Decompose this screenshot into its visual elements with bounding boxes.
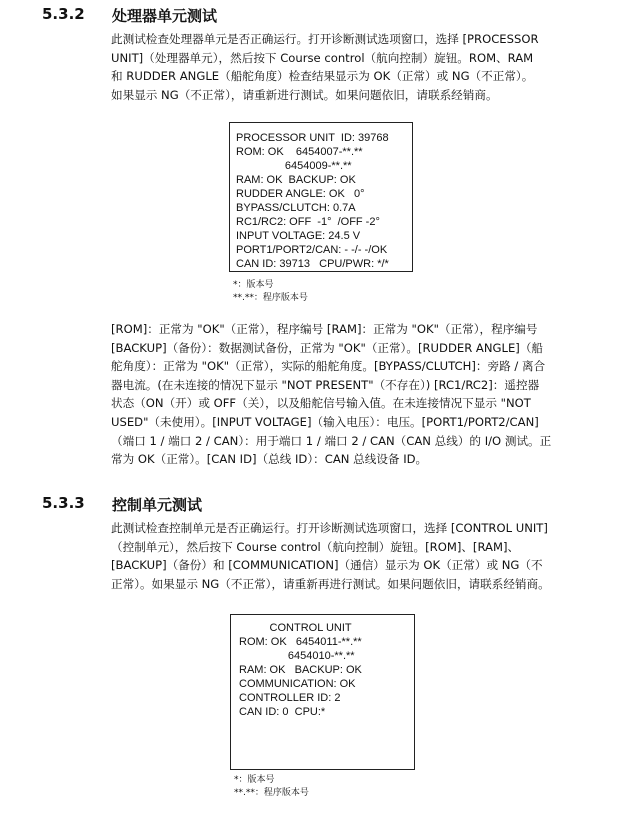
- intro-line: 正常）。如果显示 NG（不正常），请重新再进行测试。如果问题依旧，请联系经销商。: [111, 576, 550, 591]
- screen-line: CONTROL UNIT: [239, 622, 352, 634]
- intro-line: 如果显示 NG（不正常），请重新进行测试。如果问题依旧，请联系经销商。: [111, 87, 498, 102]
- control-unit-screen: [230, 614, 415, 770]
- footnotes-control: [234, 774, 309, 799]
- screen-line: PROCESSOR UNIT ID: 39768: [236, 132, 389, 144]
- section-number: 5.3.2: [42, 5, 85, 23]
- intro-line: 此测试检查处理器单元是否正确运行。打开诊断测试选项窗口，选择 [PROCESSOR: [111, 32, 539, 46]
- intro-line: 和 RUDDER ANGLE（船舵角度）检查结果显示为 OK（正常）或 NG（不正常）。: [111, 69, 534, 84]
- intro-paragraph-control: [111, 519, 601, 593]
- screen-line: 6454009-**.**: [236, 160, 352, 172]
- intro-line: UNIT]（处理器单元），然后按下 Course control（航向控制）旋钮。ROM、RAM: [111, 50, 534, 65]
- desc-line: 常为 OK（正常）。[CAN ID]（总线 ID）：CAN 总线设备 ID。: [111, 452, 428, 467]
- section-number: 5.3.3: [42, 494, 85, 512]
- screen-line: RUDDER ANGLE: OK 0°: [236, 188, 365, 200]
- desc-line: USED"（未使用）。[INPUT VOLTAGE]（输入电压）：电压。[PORT1/PORT2/CAN]: [111, 414, 539, 429]
- screen-line: ROM: OK 6454007-**.**: [236, 146, 363, 158]
- screen-line: PORT1/PORT2/CAN: - -/- -/OK: [236, 244, 388, 256]
- screen-line: ROM: OK 6454011-**.**: [239, 636, 362, 648]
- footnote: **.**：程序版本号: [233, 292, 308, 303]
- intro-line: （控制单元），然后按下 Course control（航向控制）旋钮。[ROM]、[RAM]、: [111, 539, 520, 554]
- footnote: **.**：程序版本号: [234, 787, 309, 798]
- footnote: *：版本号: [233, 280, 274, 290]
- screen-line: RAM: OK BACKUP: OK: [236, 174, 356, 186]
- screen-line: RAM: OK BACKUP: OK: [239, 664, 362, 676]
- intro-line: [BACKUP]（备份）和 [COMMUNICATION]（通信）显示为 OK（正常）或 NG（不: [111, 558, 543, 573]
- screen-line: INPUT VOLTAGE: 24.5 V: [236, 230, 361, 242]
- description-paragraph-processor: [111, 320, 601, 469]
- screen-line: CAN ID: 39713 CPU/PWR: */*: [236, 258, 389, 270]
- desc-line: 舵角度）：正常为 "OK"（正常），实际的船舵角度。[BYPASS/CLUTCH]：旁路 / 离合: [111, 359, 546, 374]
- footnote: *：版本号: [234, 775, 275, 785]
- section-title: 处理器单元测试: [112, 7, 218, 25]
- processor-unit-screen: [229, 122, 413, 272]
- desc-line: （端口 1 / 端口 2 / CAN）：用于端口 1 / 端口 2 / CAN（CAN 总线）的 I/O 测试。正: [111, 433, 552, 448]
- desc-line: [ROM]：正常为 "OK"（正常），程序编号 [RAM]：正常为 "OK"（正常），程序编号: [111, 322, 538, 336]
- screen-line: COMMUNICATION: OK: [239, 678, 356, 690]
- screen-line: CONTROLLER ID: 2: [239, 692, 341, 704]
- intro-paragraph-processor: [111, 30, 601, 104]
- desc-line: [BACKUP]（备份）：数据测试备份，正常为 "OK"（正常）。[RUDDER ANGLE]（船: [111, 340, 544, 355]
- intro-line: 此测试检查控制单元是否正确运行。打开诊断测试选项窗口，选择 [CONTROL UNIT]: [111, 521, 548, 535]
- desc-line: 器电流。(在未连接的情况下显示 "NOT PRESENT"（不存在）) [RC1/RC2]：遥控器: [111, 377, 540, 392]
- screen-line: 6454010-**.**: [239, 650, 355, 662]
- screen-line: RC1/RC2: OFF -1° /OFF -2°: [236, 216, 380, 228]
- screen-line: CAN ID: 0 CPU:*: [239, 706, 326, 718]
- footnotes-processor: [233, 279, 308, 304]
- screen-line: BYPASS/CLUTCH: 0.7A: [236, 202, 356, 214]
- section-title: 控制单元测试: [112, 496, 203, 514]
- desc-line: 状态（ON（开）或 OFF（关），以及船舵信号输入值。在未连接情况下显示 "NOT: [111, 396, 531, 411]
